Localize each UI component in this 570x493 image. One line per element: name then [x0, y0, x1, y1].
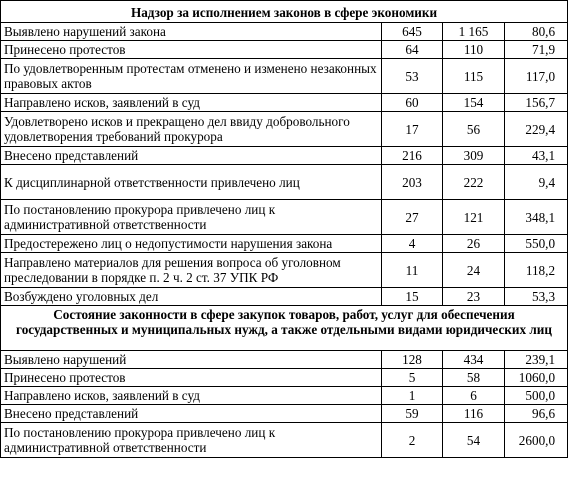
table-row [1, 387, 568, 405]
value-col2: 54 [443, 423, 505, 458]
value-col1: 4 [382, 235, 443, 253]
value-col3: 117,0 [505, 59, 568, 94]
table-row [1, 23, 568, 41]
table-row [1, 94, 568, 112]
value-col1: 2 [382, 423, 443, 458]
value-col3: 550,0 [505, 235, 568, 253]
table-row [1, 41, 568, 59]
value-col3: 229,4 [505, 112, 568, 147]
row-label: Предостережено лиц о недопустимости нарушения закона [1, 235, 382, 253]
section-title-cell [1, 306, 568, 351]
table-row [1, 112, 568, 147]
value-col2: 222 [443, 165, 505, 200]
table-row [1, 147, 568, 165]
table-row [1, 351, 568, 369]
row-label: Выявлено нарушений [1, 351, 382, 369]
value-col2: 24 [443, 253, 505, 288]
report-table-body [1, 1, 568, 458]
value-col2: 6 [443, 387, 505, 405]
row-label: Направлено материалов для решения вопроса об уголовном преследовании в порядке п. 2 ч. 2 ст. 37 УПК РФ [1, 253, 382, 288]
table-row [1, 235, 568, 253]
row-label: Удовлетворено исков и прекращено дел ввиду добровольного удовлетворения требований прокурора [1, 112, 382, 147]
value-col1: 128 [382, 351, 443, 369]
table-row [1, 165, 568, 200]
value-col3: 156,7 [505, 94, 568, 112]
row-label: Внесено представлений [1, 147, 382, 165]
section-title: Состояние законности в сфере закупок товаров, работ, услуг для обеспечения государственных и муниципальных нужд, а также отдельными видами юридических лиц [16, 307, 552, 337]
value-col2: 58 [443, 369, 505, 387]
value-col1: 59 [382, 405, 443, 423]
value-col1: 645 [382, 23, 443, 41]
value-col3: 71,9 [505, 41, 568, 59]
value-col3: 9,4 [505, 165, 568, 200]
value-col1: 15 [382, 288, 443, 306]
table-row [1, 288, 568, 306]
value-col2: 434 [443, 351, 505, 369]
row-label: Выявлено нарушений закона [1, 23, 382, 41]
value-col1: 11 [382, 253, 443, 288]
value-col1: 216 [382, 147, 443, 165]
value-col2: 56 [443, 112, 505, 147]
value-col1: 17 [382, 112, 443, 147]
table-row [1, 59, 568, 94]
row-label: Принесено протестов [1, 41, 382, 59]
row-label: По удовлетворенным протестам отменено и изменено незаконных правовых актов [1, 59, 382, 94]
value-col2: 309 [443, 147, 505, 165]
value-col1: 53 [382, 59, 443, 94]
value-col3: 348,1 [505, 200, 568, 235]
value-col3: 118,2 [505, 253, 568, 288]
section-title: Надзор за исполнением законов в сфере экономики [1, 1, 568, 23]
table-row [1, 369, 568, 387]
value-col1: 64 [382, 41, 443, 59]
value-col2: 26 [443, 235, 505, 253]
value-col1: 203 [382, 165, 443, 200]
value-col2: 110 [443, 41, 505, 59]
value-col3: 500,0 [505, 387, 568, 405]
row-label: Внесено представлений [1, 405, 382, 423]
row-label: По постановлению прокурора привлечено лиц к административной ответственности [1, 200, 382, 235]
value-col1: 60 [382, 94, 443, 112]
value-col2: 154 [443, 94, 505, 112]
value-col2: 116 [443, 405, 505, 423]
section-header-procurement [1, 306, 568, 351]
value-col1: 5 [382, 369, 443, 387]
value-col1: 27 [382, 200, 443, 235]
value-col3: 1060,0 [505, 369, 568, 387]
value-col3: 239,1 [505, 351, 568, 369]
value-col1: 1 [382, 387, 443, 405]
value-col2: 1 165 [443, 23, 505, 41]
row-label: Возбуждено уголовных дел [1, 288, 382, 306]
value-col3: 2600,0 [505, 423, 568, 458]
section-header-economy [1, 1, 568, 23]
row-label: К дисциплинарной ответственности привлечено лиц [1, 165, 382, 200]
value-col3: 43,1 [505, 147, 568, 165]
table-row [1, 200, 568, 235]
row-label: Принесено протестов [1, 369, 382, 387]
row-label: Направлено исков, заявлений в суд [1, 94, 382, 112]
value-col3: 53,3 [505, 288, 568, 306]
value-col2: 23 [443, 288, 505, 306]
value-col3: 96,6 [505, 405, 568, 423]
table-row [1, 405, 568, 423]
value-col2: 115 [443, 59, 505, 94]
table-row [1, 423, 568, 458]
value-col2: 121 [443, 200, 505, 235]
table-row [1, 253, 568, 288]
value-col3: 80,6 [505, 23, 568, 41]
row-label: По постановлению прокурора привлечено лиц к административной ответственности [1, 423, 382, 458]
row-label: Направлено исков, заявлений в суд [1, 387, 382, 405]
